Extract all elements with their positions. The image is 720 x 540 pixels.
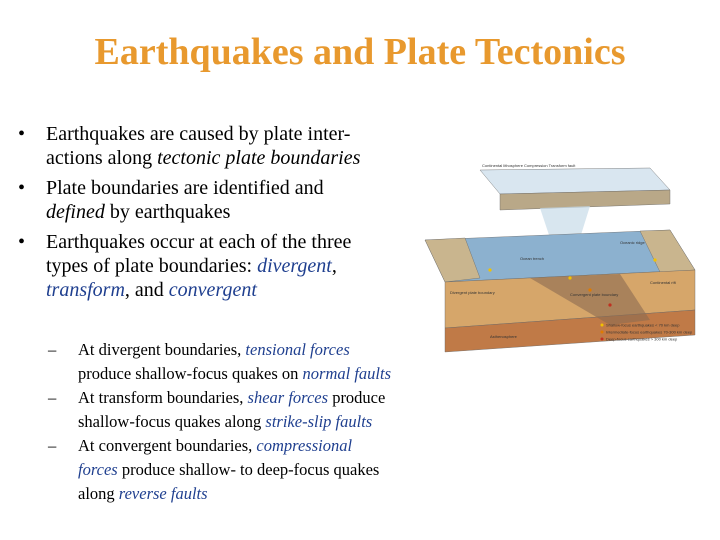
bullet-dot: •	[18, 231, 26, 253]
inset-zoom-cone	[540, 206, 590, 238]
divergent-label: Divergent plate boundary	[450, 290, 495, 295]
bullet-item	[18, 230, 458, 302]
diagram-top-label: Continental lithosphere Compression Transform fault	[482, 163, 576, 168]
bullet-dot: •	[18, 123, 26, 145]
bullet-text: ,	[331, 255, 337, 277]
legend-shallow: Shallow-focus earthquakes < 70 km deep	[606, 322, 680, 328]
emphasis-text: reverse faults	[118, 484, 208, 503]
legend-intermediate: Intermediate-focus earthquakes 70-300 km deep	[606, 329, 693, 335]
sub-bullet-list	[48, 338, 468, 506]
legend-dot-deep	[601, 338, 604, 341]
quake-dot	[608, 303, 611, 306]
bullet-text: actions along	[46, 147, 158, 169]
sub-bullet-dash: –	[48, 436, 57, 455]
sub-bullet-text: At divergent boundaries,	[78, 340, 246, 359]
emphasis-text: divergent	[257, 255, 332, 277]
emphasis-text: tectonic plate boundaries	[157, 147, 361, 169]
sub-bullet-item	[48, 434, 468, 506]
inset-block-top	[480, 168, 670, 194]
sub-bullet-text: along	[78, 484, 119, 503]
emphasis-text: defined	[46, 201, 105, 223]
emphasis-text: strike-slip faults	[265, 412, 373, 431]
sub-bullet-text: At convergent boundaries,	[78, 436, 257, 455]
bullet-item	[18, 122, 458, 170]
bullet-text: Earthquakes occur at each of the three	[46, 231, 352, 253]
emphasis-text: compressional	[256, 436, 353, 455]
emphasis-text: convergent	[168, 279, 257, 301]
emphasis-text: forces	[78, 460, 118, 479]
rift-label: Continental rift	[650, 280, 676, 285]
sub-bullet-item	[48, 386, 468, 434]
bullet-list	[18, 122, 458, 308]
quake-dot	[653, 258, 656, 261]
emphasis-text: transform	[46, 279, 125, 301]
sub-bullet-text: produce shallow-focus quakes on	[78, 364, 303, 383]
bullet-text: , and	[124, 279, 169, 301]
legend-deep: Deep-focus earthquakes > 300 km deep	[606, 336, 678, 342]
sub-bullet-text: produce shallow- to deep-focus quakes	[117, 460, 380, 479]
legend-dot-intermediate	[601, 331, 604, 334]
bullet-text: Earthquakes are caused by plate inter-	[46, 123, 351, 145]
emphasis-text: tensional forces	[245, 340, 350, 359]
bullet-item	[18, 176, 458, 224]
slide-title: Earthquakes and Plate Tectonics	[94, 31, 626, 73]
asthenosphere-label: Asthenosphere	[490, 334, 517, 339]
legend-dot-shallow	[601, 324, 604, 327]
sub-bullet-dash: –	[48, 340, 57, 359]
plate-boundary-diagram-icon	[420, 160, 700, 360]
sub-bullet-text: produce	[328, 388, 386, 407]
bullet-dot: •	[18, 177, 26, 199]
quake-dot	[488, 268, 491, 271]
convergent-label: Convergent plate boundary	[570, 292, 619, 297]
bullet-text: types of plate boundaries:	[46, 255, 258, 277]
bullet-text: by earthquakes	[104, 201, 231, 223]
sub-bullet-dash: –	[48, 388, 57, 407]
sub-bullet-text: shallow-focus quakes along	[78, 412, 266, 431]
quake-dot	[568, 276, 571, 279]
emphasis-text: shear forces	[247, 388, 329, 407]
ridge-label: Oceanic ridge	[620, 240, 645, 245]
sub-bullet-item	[48, 338, 468, 386]
sub-bullet-text: At transform boundaries,	[78, 388, 248, 407]
emphasis-text: normal faults	[302, 364, 392, 383]
ocean-label: Ocean trench	[520, 256, 545, 261]
bullet-text: Plate boundaries are identified and	[46, 177, 324, 199]
